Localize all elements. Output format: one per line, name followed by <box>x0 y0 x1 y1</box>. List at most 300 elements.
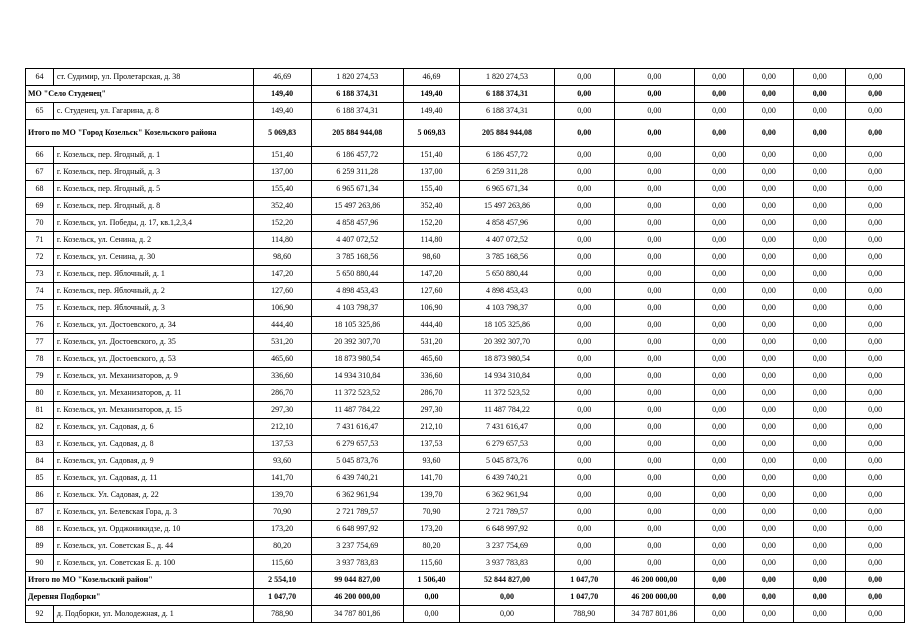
address-cell: г. Козельск, пер. Ягодный, д. 3 <box>53 164 253 181</box>
value-cell: 4 103 798,37 <box>460 300 555 317</box>
value-cell: 0,00 <box>695 385 744 402</box>
value-cell: 155,40 <box>403 181 459 198</box>
value-cell: 15 497 263,86 <box>311 198 403 215</box>
value-cell: 141,70 <box>253 470 311 487</box>
value-cell: 0,00 <box>460 589 555 606</box>
value-cell: 0,00 <box>554 232 614 249</box>
value-cell: 46 200 000,00 <box>614 589 694 606</box>
table-row <box>26 300 905 317</box>
value-cell: 0,00 <box>846 147 905 164</box>
value-cell: 0,00 <box>846 453 905 470</box>
value-cell: 0,00 <box>554 147 614 164</box>
group-title: Итого по МО "Город Козельск" Козельского района <box>26 120 254 147</box>
value-cell: 788,90 <box>554 606 614 623</box>
value-cell: 0,00 <box>614 351 694 368</box>
value-cell: 0,00 <box>794 69 846 86</box>
value-cell: 0,00 <box>695 283 744 300</box>
value-cell: 0,00 <box>794 351 846 368</box>
value-cell: 0,00 <box>614 249 694 266</box>
group-title: Итого по МО "Козельский район" <box>26 572 254 589</box>
address-cell: г. Козельск, ул. Садовая, д. 8 <box>53 436 253 453</box>
subtotal-row <box>26 120 905 147</box>
value-cell: 6 188 374,31 <box>311 86 403 103</box>
address-cell: г. Козельск, ул. Механизаторов, д. 15 <box>53 402 253 419</box>
value-cell: 297,30 <box>403 402 459 419</box>
value-cell: 0,00 <box>554 368 614 385</box>
value-cell: 18 873 980,54 <box>460 351 555 368</box>
row-number: 81 <box>26 402 54 419</box>
value-cell: 0,00 <box>794 436 846 453</box>
value-cell: 0,00 <box>744 368 794 385</box>
value-cell: 70,90 <box>253 504 311 521</box>
value-cell: 2 721 789,57 <box>311 504 403 521</box>
value-cell: 0,00 <box>695 487 744 504</box>
value-cell: 18 105 325,86 <box>311 317 403 334</box>
value-cell: 5 045 873,76 <box>460 453 555 470</box>
row-number: 77 <box>26 334 54 351</box>
table-row <box>26 215 905 232</box>
value-cell: 0,00 <box>554 334 614 351</box>
address-cell: г. Козельск, ул. Сенина, д. 2 <box>53 232 253 249</box>
value-cell: 0,00 <box>554 419 614 436</box>
address-cell: г. Козельск, ул. Достоевского, д. 34 <box>53 317 253 334</box>
table-row <box>26 198 905 215</box>
value-cell: 0,00 <box>744 266 794 283</box>
value-cell: 0,00 <box>554 69 614 86</box>
group-title: МО "Село Студенец" <box>26 86 254 103</box>
table-row <box>26 147 905 164</box>
value-cell: 0,00 <box>614 164 694 181</box>
value-cell: 0,00 <box>794 283 846 300</box>
value-cell: 0,00 <box>554 266 614 283</box>
value-cell: 0,00 <box>554 521 614 538</box>
value-cell: 173,20 <box>403 521 459 538</box>
value-cell: 205 884 944,08 <box>460 120 555 147</box>
value-cell: 151,40 <box>403 147 459 164</box>
value-cell: 0,00 <box>794 266 846 283</box>
value-cell: 139,70 <box>253 487 311 504</box>
address-cell: г. Козельск, пер. Яблочный, д. 1 <box>53 266 253 283</box>
value-cell: 4 858 457,96 <box>311 215 403 232</box>
value-cell: 0,00 <box>554 538 614 555</box>
value-cell: 0,00 <box>460 606 555 623</box>
value-cell: 93,60 <box>253 453 311 470</box>
value-cell: 0,00 <box>695 300 744 317</box>
value-cell: 80,20 <box>403 538 459 555</box>
value-cell: 0,00 <box>614 436 694 453</box>
table-row <box>26 555 905 572</box>
value-cell: 0,00 <box>614 103 694 120</box>
value-cell: 98,60 <box>403 249 459 266</box>
value-cell: 34 787 801,86 <box>311 606 403 623</box>
row-number: 89 <box>26 538 54 555</box>
value-cell: 3 237 754,69 <box>311 538 403 555</box>
value-cell: 70,90 <box>403 504 459 521</box>
address-cell: г. Козельск, ул. Сенина, д. 30 <box>53 249 253 266</box>
value-cell: 0,00 <box>695 521 744 538</box>
address-cell: д. Подборки, ул. Молодежная, д. 1 <box>53 606 253 623</box>
address-cell: г. Козельск, ул. Достоевского, д. 35 <box>53 334 253 351</box>
row-number: 70 <box>26 215 54 232</box>
value-cell: 0,00 <box>554 402 614 419</box>
value-cell: 5 069,83 <box>253 120 311 147</box>
table-row <box>26 521 905 538</box>
value-cell: 0,00 <box>554 351 614 368</box>
value-cell: 465,60 <box>403 351 459 368</box>
value-cell: 0,00 <box>695 103 744 120</box>
value-cell: 6 279 657,53 <box>460 436 555 453</box>
value-cell: 3 937 783,83 <box>311 555 403 572</box>
value-cell: 0,00 <box>794 402 846 419</box>
address-cell: г. Козельск, пер. Ягодный, д. 1 <box>53 147 253 164</box>
value-cell: 0,00 <box>554 181 614 198</box>
value-cell: 0,00 <box>794 572 846 589</box>
value-cell: 115,60 <box>403 555 459 572</box>
value-cell: 127,60 <box>403 283 459 300</box>
row-number: 67 <box>26 164 54 181</box>
address-cell: г. Козельск. Ул. Садовая, д. 22 <box>53 487 253 504</box>
value-cell: 0,00 <box>846 266 905 283</box>
value-cell: 0,00 <box>554 249 614 266</box>
value-cell: 0,00 <box>794 487 846 504</box>
value-cell: 0,00 <box>846 334 905 351</box>
value-cell: 0,00 <box>846 470 905 487</box>
value-cell: 0,00 <box>794 606 846 623</box>
value-cell: 0,00 <box>794 215 846 232</box>
value-cell: 465,60 <box>253 351 311 368</box>
value-cell: 788,90 <box>253 606 311 623</box>
value-cell: 0,00 <box>614 521 694 538</box>
value-cell: 6 648 997,92 <box>311 521 403 538</box>
value-cell: 127,60 <box>253 283 311 300</box>
value-cell: 0,00 <box>695 589 744 606</box>
value-cell: 149,40 <box>253 103 311 120</box>
row-number: 68 <box>26 181 54 198</box>
value-cell: 0,00 <box>614 402 694 419</box>
value-cell: 0,00 <box>846 572 905 589</box>
value-cell: 4 407 072,52 <box>460 232 555 249</box>
value-cell: 0,00 <box>614 198 694 215</box>
value-cell: 0,00 <box>794 164 846 181</box>
row-number: 64 <box>26 69 54 86</box>
value-cell: 0,00 <box>614 283 694 300</box>
subtotal-row <box>26 589 905 606</box>
value-cell: 0,00 <box>794 147 846 164</box>
value-cell: 0,00 <box>554 120 614 147</box>
value-cell: 336,60 <box>253 368 311 385</box>
value-cell: 6 259 311,28 <box>460 164 555 181</box>
value-cell: 0,00 <box>695 368 744 385</box>
address-cell: с. Студенец, ул. Гагарина, д. 8 <box>53 103 253 120</box>
value-cell: 0,00 <box>554 300 614 317</box>
value-cell: 0,00 <box>614 86 694 103</box>
value-cell: 173,20 <box>253 521 311 538</box>
value-cell: 152,20 <box>253 215 311 232</box>
value-cell: 0,00 <box>846 300 905 317</box>
value-cell: 0,00 <box>794 589 846 606</box>
value-cell: 0,00 <box>794 103 846 120</box>
value-cell: 0,00 <box>794 368 846 385</box>
value-cell: 0,00 <box>614 69 694 86</box>
table-row <box>26 368 905 385</box>
value-cell: 0,00 <box>846 385 905 402</box>
value-cell: 0,00 <box>614 504 694 521</box>
value-cell: 0,00 <box>554 86 614 103</box>
table-row <box>26 453 905 470</box>
value-cell: 531,20 <box>403 334 459 351</box>
table-row <box>26 69 905 86</box>
row-number: 66 <box>26 147 54 164</box>
row-number: 65 <box>26 103 54 120</box>
value-cell: 11 372 523,52 <box>311 385 403 402</box>
value-cell: 46,69 <box>253 69 311 86</box>
value-cell: 0,00 <box>794 249 846 266</box>
value-cell: 0,00 <box>614 385 694 402</box>
value-cell: 106,90 <box>253 300 311 317</box>
address-cell: г. Козельск, ул. Механизаторов, д. 11 <box>53 385 253 402</box>
row-number: 82 <box>26 419 54 436</box>
value-cell: 0,00 <box>794 300 846 317</box>
value-cell: 0,00 <box>554 453 614 470</box>
value-cell: 0,00 <box>794 181 846 198</box>
value-cell: 0,00 <box>744 232 794 249</box>
value-cell: 0,00 <box>554 164 614 181</box>
value-cell: 0,00 <box>846 232 905 249</box>
value-cell: 0,00 <box>614 538 694 555</box>
value-cell: 0,00 <box>695 334 744 351</box>
value-cell: 0,00 <box>554 198 614 215</box>
value-cell: 0,00 <box>744 521 794 538</box>
value-cell: 0,00 <box>846 86 905 103</box>
value-cell: 0,00 <box>744 317 794 334</box>
value-cell: 147,20 <box>253 266 311 283</box>
value-cell: 0,00 <box>614 487 694 504</box>
value-cell: 1 047,70 <box>554 572 614 589</box>
value-cell: 0,00 <box>695 606 744 623</box>
value-cell: 0,00 <box>744 198 794 215</box>
value-cell: 336,60 <box>403 368 459 385</box>
value-cell: 0,00 <box>794 120 846 147</box>
value-cell: 0,00 <box>744 86 794 103</box>
value-cell: 4 858 457,96 <box>460 215 555 232</box>
value-cell: 5 650 880,44 <box>460 266 555 283</box>
address-cell: г. Козельск, пер. Ягодный, д. 5 <box>53 181 253 198</box>
value-cell: 93,60 <box>403 453 459 470</box>
value-cell: 147,20 <box>403 266 459 283</box>
value-cell: 0,00 <box>846 368 905 385</box>
address-cell: г. Козельск, пер. Яблочный, д. 2 <box>53 283 253 300</box>
value-cell: 0,00 <box>744 103 794 120</box>
value-cell: 0,00 <box>695 215 744 232</box>
value-cell: 0,00 <box>554 215 614 232</box>
table-row <box>26 402 905 419</box>
row-number: 80 <box>26 385 54 402</box>
value-cell: 0,00 <box>614 147 694 164</box>
value-cell: 0,00 <box>794 470 846 487</box>
table-row <box>26 436 905 453</box>
value-cell: 0,00 <box>403 606 459 623</box>
address-cell: г. Козельск, ул. Советская Б. д. 100 <box>53 555 253 572</box>
value-cell: 0,00 <box>846 589 905 606</box>
value-cell: 0,00 <box>744 504 794 521</box>
subtotal-row <box>26 572 905 589</box>
value-cell: 0,00 <box>744 538 794 555</box>
value-cell: 0,00 <box>846 555 905 572</box>
value-cell: 444,40 <box>403 317 459 334</box>
value-cell: 0,00 <box>744 181 794 198</box>
value-cell: 212,10 <box>403 419 459 436</box>
value-cell: 0,00 <box>744 470 794 487</box>
value-cell: 0,00 <box>744 300 794 317</box>
address-cell: г. Козельск, ул. Достоевского, д. 53 <box>53 351 253 368</box>
value-cell: 0,00 <box>744 334 794 351</box>
value-cell: 1 820 274,53 <box>311 69 403 86</box>
table-row <box>26 232 905 249</box>
value-cell: 0,00 <box>695 504 744 521</box>
value-cell: 0,00 <box>695 147 744 164</box>
value-cell: 0,00 <box>846 351 905 368</box>
table-row <box>26 266 905 283</box>
value-cell: 34 787 801,86 <box>614 606 694 623</box>
value-cell: 0,00 <box>794 453 846 470</box>
value-cell: 6 439 740,21 <box>311 470 403 487</box>
value-cell: 137,53 <box>403 436 459 453</box>
value-cell: 15 497 263,86 <box>460 198 555 215</box>
value-cell: 0,00 <box>695 436 744 453</box>
value-cell: 0,00 <box>744 249 794 266</box>
address-cell: г. Козельск, ул. Белевская Гора, д. 3 <box>53 504 253 521</box>
value-cell: 139,70 <box>403 487 459 504</box>
value-cell: 3 237 754,69 <box>460 538 555 555</box>
value-cell: 0,00 <box>614 232 694 249</box>
row-number: 87 <box>26 504 54 521</box>
value-cell: 6 188 374,31 <box>460 86 555 103</box>
value-cell: 0,00 <box>794 198 846 215</box>
value-cell: 18 105 325,86 <box>460 317 555 334</box>
value-cell: 6 186 457,72 <box>311 147 403 164</box>
table-row <box>26 470 905 487</box>
value-cell: 149,40 <box>253 86 311 103</box>
address-cell: г. Козельск, ул. Садовая, д. 11 <box>53 470 253 487</box>
value-cell: 0,00 <box>614 215 694 232</box>
value-cell: 1 047,70 <box>554 589 614 606</box>
table-row <box>26 538 905 555</box>
value-cell: 0,00 <box>614 470 694 487</box>
value-cell: 0,00 <box>846 419 905 436</box>
value-cell: 0,00 <box>846 181 905 198</box>
value-cell: 46,69 <box>403 69 459 86</box>
value-cell: 352,40 <box>253 198 311 215</box>
value-cell: 1 820 274,53 <box>460 69 555 86</box>
value-cell: 114,80 <box>403 232 459 249</box>
value-cell: 0,00 <box>695 181 744 198</box>
value-cell: 0,00 <box>846 487 905 504</box>
value-cell: 46 200 000,00 <box>311 589 403 606</box>
value-cell: 0,00 <box>846 69 905 86</box>
value-cell: 6 259 311,28 <box>311 164 403 181</box>
value-cell: 0,00 <box>695 402 744 419</box>
value-cell: 6 965 671,34 <box>311 181 403 198</box>
value-cell: 0,00 <box>794 317 846 334</box>
address-cell: г. Козельск, ул. Победы, д. 17, кв.1,2,3,4 <box>53 215 253 232</box>
value-cell: 0,00 <box>695 69 744 86</box>
value-cell: 0,00 <box>614 368 694 385</box>
value-cell: 0,00 <box>695 317 744 334</box>
value-cell: 6 279 657,53 <box>311 436 403 453</box>
value-cell: 0,00 <box>794 232 846 249</box>
value-cell: 0,00 <box>744 69 794 86</box>
value-cell: 531,20 <box>253 334 311 351</box>
value-cell: 3 937 783,83 <box>460 555 555 572</box>
value-cell: 137,00 <box>403 164 459 181</box>
row-number: 72 <box>26 249 54 266</box>
row-number: 71 <box>26 232 54 249</box>
value-cell: 151,40 <box>253 147 311 164</box>
value-cell: 0,00 <box>846 283 905 300</box>
value-cell: 0,00 <box>614 334 694 351</box>
value-cell: 0,00 <box>614 317 694 334</box>
row-number: 88 <box>26 521 54 538</box>
value-cell: 212,10 <box>253 419 311 436</box>
address-cell: г. Козельск, ул. Механизаторов, д. 9 <box>53 368 253 385</box>
value-cell: 0,00 <box>846 198 905 215</box>
table-row <box>26 487 905 504</box>
value-cell: 0,00 <box>846 164 905 181</box>
value-cell: 0,00 <box>554 436 614 453</box>
value-cell: 2 721 789,57 <box>460 504 555 521</box>
value-cell: 0,00 <box>846 402 905 419</box>
value-cell: 80,20 <box>253 538 311 555</box>
value-cell: 0,00 <box>744 436 794 453</box>
value-cell: 7 431 616,47 <box>311 419 403 436</box>
table-row <box>26 504 905 521</box>
value-cell: 0,00 <box>695 351 744 368</box>
value-cell: 0,00 <box>695 555 744 572</box>
row-number: 73 <box>26 266 54 283</box>
value-cell: 0,00 <box>744 555 794 572</box>
value-cell: 444,40 <box>253 317 311 334</box>
value-cell: 0,00 <box>744 402 794 419</box>
row-number: 74 <box>26 283 54 300</box>
row-number: 85 <box>26 470 54 487</box>
value-cell: 0,00 <box>614 266 694 283</box>
value-cell: 0,00 <box>614 555 694 572</box>
value-cell: 6 965 671,34 <box>460 181 555 198</box>
value-cell: 0,00 <box>614 300 694 317</box>
value-cell: 0,00 <box>554 504 614 521</box>
table-row <box>26 164 905 181</box>
value-cell: 2 554,10 <box>253 572 311 589</box>
value-cell: 0,00 <box>744 419 794 436</box>
address-cell: г. Козельск, ул. Садовая, д. 6 <box>53 419 253 436</box>
table-row <box>26 181 905 198</box>
value-cell: 0,00 <box>846 606 905 623</box>
value-cell: 5 069,83 <box>403 120 459 147</box>
value-cell: 1 047,70 <box>253 589 311 606</box>
value-cell: 6 186 457,72 <box>460 147 555 164</box>
value-cell: 0,00 <box>744 572 794 589</box>
housing-register-table <box>25 68 905 623</box>
value-cell: 0,00 <box>554 103 614 120</box>
value-cell: 0,00 <box>695 249 744 266</box>
value-cell: 0,00 <box>695 538 744 555</box>
value-cell: 11 372 523,52 <box>460 385 555 402</box>
value-cell: 4 898 453,43 <box>460 283 555 300</box>
row-number: 75 <box>26 300 54 317</box>
value-cell: 0,00 <box>846 436 905 453</box>
value-cell: 0,00 <box>846 521 905 538</box>
value-cell: 0,00 <box>744 147 794 164</box>
